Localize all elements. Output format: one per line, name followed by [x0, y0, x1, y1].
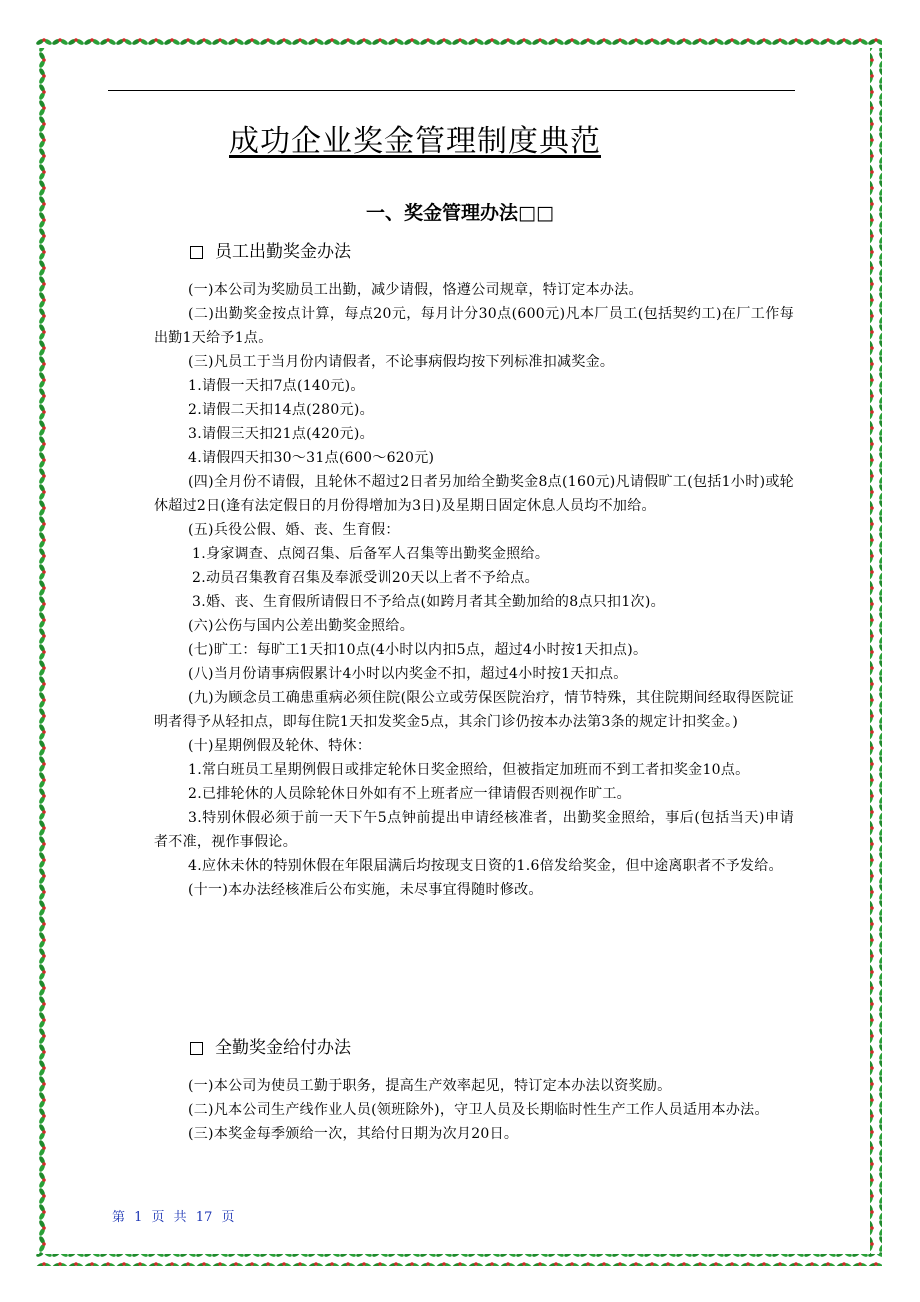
paragraph: 2.请假二天扣14点(280元)。	[188, 402, 374, 418]
paragraph: 4.应休未休的特别休假在年限届满后均按现支日资的1.6倍发给奖金，但中途离职者不予发给。	[188, 858, 783, 874]
paragraph: 3.请假三天扣21点(420元)。	[188, 426, 374, 442]
paragraph: (四)全月份不请假，且轮休不超过2日者另加给全勤奖金8点(160元)凡请假旷工(包括1小时)或轮休超过2日(逢有法定假日的月份得增加为3日)及星期日固定休息人员均不加给。	[154, 474, 794, 514]
paragraph: (六)公伤与国内公差出勤奖金照给。	[188, 618, 415, 634]
section-heading	[190, 1036, 794, 1060]
part-heading: 一、奖金管理办法□□	[366, 202, 554, 224]
paragraph: (三)凡员工于当月份内请假者，不论事病假均按下列标准扣减奖金。	[188, 354, 615, 370]
checkbox-square-icon	[190, 246, 203, 259]
paragraph: 2.已排轮休的人员除轮休日外如有不上班者应一律请假否则视作旷工。	[188, 786, 631, 802]
section-heading	[190, 240, 794, 264]
document-title: 成功企业奖金管理制度典范	[229, 124, 601, 159]
section-heading-text: 全勤奖金给付办法	[215, 1038, 351, 1058]
paragraph: (二)出勤奖金按点计算，每点20元，每月计分30点(600元)凡本厂员工(包括契约工)在厂工作每出勤1天给予1点。	[154, 306, 794, 346]
paragraph: 3.特别休假必须于前一天下午5点钟前提出申请经核准者，出勤奖金照给，事后(包括当天)申请者不准，视作事假论。	[154, 810, 794, 850]
paragraph: (七)旷工：每旷工1天扣10点(4小时以内扣5点，超过4小时按1天扣点)。	[188, 642, 648, 658]
header-rule	[108, 90, 795, 91]
section-attendance-bonus	[154, 240, 794, 902]
checkbox-square-icon	[190, 1042, 203, 1055]
paragraph: (二)凡本公司生产线作业人员(领班除外)，守卫人员及长期临时性生产工作人员适用本办法。	[188, 1102, 769, 1118]
paragraph: 1.请假一天扣7点(140元)。	[188, 378, 365, 394]
page-footer: 第 1 页 共 17 页	[112, 1210, 235, 1225]
paragraph: 1.常白班员工星期例假日或排定轮休日奖金照给，但被指定加班而不到工者扣奖金10点。	[188, 762, 750, 778]
paragraph: (八)当月份请事病假累计4小时以内奖金不扣，超过4小时按1天扣点。	[188, 666, 628, 682]
paragraph: 2.动员召集教育召集及奉派受训20天以上者不予给点。	[192, 570, 539, 586]
paragraph: (九)为顾念员工确患重病必须住院(限公立或劳保医院治疗，情节特殊，其住院期间经取得医院证明者得予从轻扣点，即每住院1天扣发奖金5点，其余门诊仍按本办法第3条的规定计扣奖金。)	[154, 690, 794, 730]
paragraph: 3.婚、丧、生育假所请假日不予给点(如跨月者其全勤加给的8点只扣1次)。	[192, 594, 665, 610]
section-full-attendance-bonus	[154, 1036, 794, 1146]
paragraph: 1.身家调查、点阅召集、后备军人召集等出勤奖金照给。	[192, 546, 550, 562]
paragraph: (三)本奖金每季颁给一次，其给付日期为次月20日。	[188, 1126, 519, 1142]
section-heading-text: 员工出勤奖金办法	[215, 242, 351, 262]
paragraph: (十)星期例假及轮休、特休：	[188, 738, 372, 754]
paragraph: (一)本公司为奖励员工出勤，减少请假，恪遵公司规章，特订定本办法。	[188, 282, 643, 298]
paragraph: (一)本公司为使员工勤于职务，提高生产效率起见，特订定本办法以资奖励。	[188, 1078, 672, 1094]
paragraph: (十一)本办法经核准后公布实施，未尽事宜得随时修改。	[188, 882, 543, 898]
paragraph: 4.请假四天扣30～31点(600～620元)	[188, 450, 435, 466]
paragraph: (五)兵役公假、婚、丧、生育假：	[188, 522, 400, 538]
